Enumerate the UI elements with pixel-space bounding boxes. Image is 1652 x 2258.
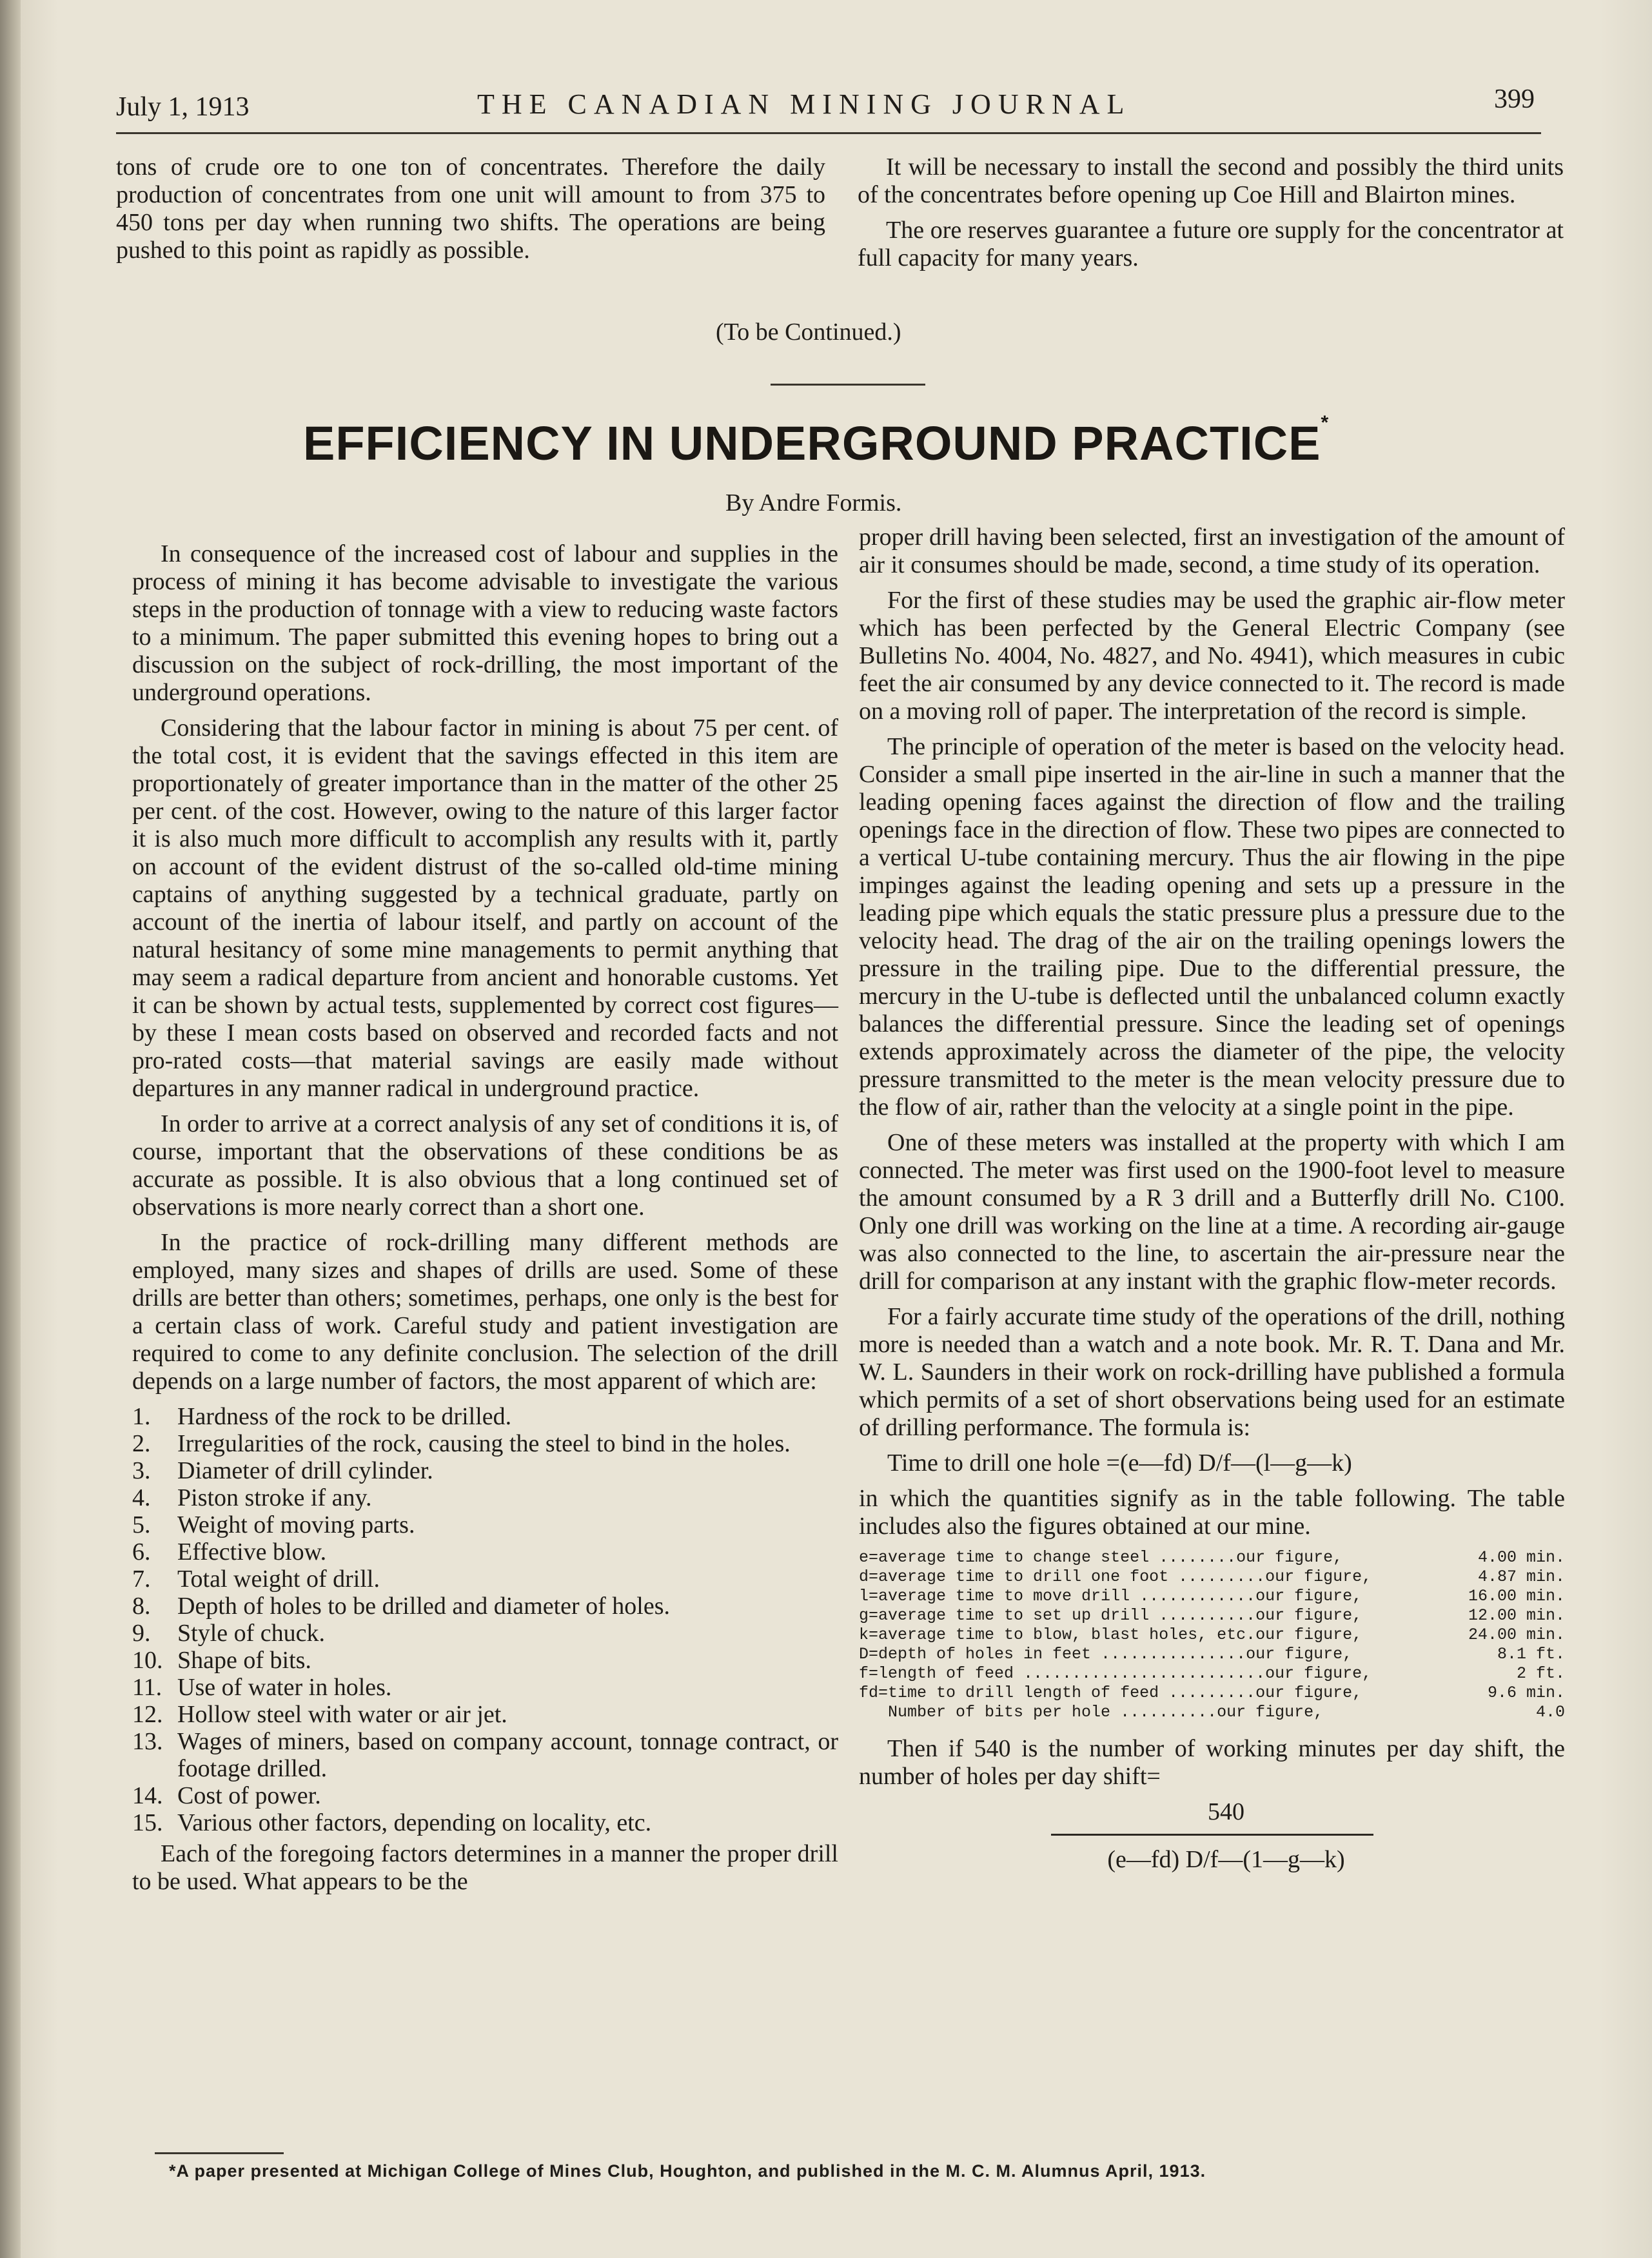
variable-description: f=length of feed .........................our figure, [859, 1664, 1372, 1683]
item-number: 14. [132, 1782, 163, 1809]
item-text: Hollow steel with water or air jet. [177, 1701, 507, 1728]
item-text: Style of chuck. [177, 1620, 326, 1647]
item-number: 9. [132, 1620, 151, 1647]
paragraph: Then if 540 is the number of working minutes per day shift, the number of holes per day shift= [859, 1735, 1565, 1790]
item-number: 6. [132, 1538, 151, 1566]
running-header [116, 84, 1535, 123]
article-title [303, 412, 1399, 471]
issue-date: July 1, 1913 [116, 92, 250, 122]
item-text: Effective blow. [177, 1538, 327, 1566]
list-item [132, 1538, 838, 1566]
item-text: Use of water in holes. [177, 1674, 392, 1701]
variable-figure: 9.6 min. [1487, 1684, 1565, 1702]
list-item [132, 1728, 838, 1782]
variable-description: e=average time to change steel ........our figure, [859, 1548, 1343, 1567]
list-item [132, 1430, 838, 1457]
paragraph: Each of the foregoing factors determines in a manner the proper drill to be used. What appears to be the [132, 1840, 838, 1895]
variable-description: d=average time to drill one foot .........our figure, [859, 1567, 1372, 1586]
variable-figure: 8.1 ft. [1497, 1645, 1565, 1664]
item-text: Hardness of the rock to be drilled. [177, 1403, 512, 1430]
table-row [859, 1606, 1565, 1625]
item-text: Weight of moving parts. [177, 1511, 415, 1538]
item-number: 12. [132, 1701, 163, 1728]
item-text: Diameter of drill cylinder. [177, 1457, 433, 1484]
variable-description: Number of bits per hole ..........our figure, [859, 1703, 1324, 1722]
table-row [859, 1587, 1565, 1606]
variable-description: l=average time to move drill ............our figure, [859, 1587, 1362, 1605]
header-rule [116, 132, 1541, 134]
article-title-text: EFFICIENCY IN UNDERGROUND PRACTICE [303, 417, 1321, 470]
paragraph: It will be necessary to install the second and possibly the third units of the concentrates before opening up Coe Hill and Blairton mines. [858, 153, 1564, 208]
item-text: Cost of power. [177, 1782, 321, 1809]
variable-figure: 4.0 [1535, 1703, 1565, 1722]
item-number: 2. [132, 1430, 151, 1457]
list-item [132, 1647, 838, 1674]
continued-article-right [858, 153, 1564, 280]
article-left-column [132, 540, 838, 1903]
list-item [132, 1701, 838, 1728]
paragraph: One of these meters was installed at the property with which I am connected. The meter was first used on the 1900-foot level to measure the amount consumed by a R 3 drill and a Butterfly drill No. C100. Only one drill was working on the line at a time. A recording air-gauge was also connected to the line, to ascertain the air-pressure near the drill for comparison at any instant with the graphic flow-meter records. [859, 1129, 1565, 1295]
variable-figure: 2 ft. [1516, 1664, 1565, 1683]
item-number: 7. [132, 1566, 151, 1593]
list-item [132, 1457, 838, 1484]
table-row [859, 1664, 1565, 1684]
variable-description: g=average time to set up drill ..........our figure, [859, 1606, 1362, 1625]
table-row [859, 1645, 1565, 1664]
list-item [132, 1620, 838, 1647]
item-number: 13. [132, 1728, 163, 1755]
variable-figure: 4.87 min. [1477, 1567, 1565, 1586]
paragraph: For a fairly accurate time study of the operations of the drill, nothing more is needed than a watch and a note book. Mr. R. T. Dana and Mr. W. L. Saunders in their work on rock-drilling have published a formula which permits of a set of short observations being used for an estimate of drilling performance. The formula is: [859, 1303, 1565, 1441]
item-number: 4. [132, 1484, 151, 1511]
variable-figure: 24.00 min. [1468, 1625, 1565, 1644]
list-item [132, 1593, 838, 1620]
journal-title: THE CANADIAN MINING JOURNAL [477, 88, 1132, 120]
variable-description: D=depth of holes in feet ...............our figure, [859, 1645, 1353, 1664]
fraction-denominator: (e—fd) D/f—(1—g—k) [1107, 1846, 1345, 1873]
variables-table [859, 1548, 1565, 1722]
variable-figure: 4.00 min. [1477, 1548, 1565, 1567]
list-item [132, 1566, 838, 1593]
list-item [132, 1674, 838, 1701]
table-row [859, 1684, 1565, 1703]
list-item [132, 1484, 838, 1511]
paragraph: Considering that the labour factor in mining is about 75 per cent. of the total cost, it is evident that the savings effected in this item are proportionately of greater importance than in the matter of the other 25 per cent. of the cost. However, owing to the nature of this larger factor it is also much more difficult to accomplish any results with it, partly on account of the evident distrust of the so-called old-time mining captains of anything suggested by a technical graduate, partly on account of the inertia of labour itself, and partly on account of the natural hesitancy of some mine managements to permit anything that may seem a radical departure from ancient and honorable customs. Yet it can be shown by actual tests, supplemented by correct cost figures—by these I mean costs based on observed and recorded facts and not pro-rated costs—that material savings are easily made without departures in any manner radical in underground practice. [132, 714, 838, 1102]
list-item [132, 1511, 838, 1538]
paragraph: in which the quantities signify as in the table following. The table includes also the figures obtained at our mine. [859, 1485, 1565, 1540]
paragraph: The principle of operation of the meter is based on the velocity head. Consider a small pipe inserted in the air-line in such a manner that the leading opening faces against the direction of flow and the trailing openings face in the direction of flow. These two pipes are connected to a vertical U-tube containing mercury. Thus the air flowing in the pipe impinges against the leading opening and sets up a pressure in the leading pipe which equals the static pressure plus a pressure due to the velocity head. The drag of the air on the trailing openings lowers the pressure in the trailing pipe. Due to the differential pressure, the mercury in the U-tube is deflected until the unbalanced column exactly balances the differential pressure. Since the leading set of openings extends approximately across the diameter of the pipe, the velocity pressure transmitted to the meter is the mean velocity pressure due to the flow of air, rather than the velocity at a single point in the pipe. [859, 733, 1565, 1121]
to-be-continued: (To be Continued.) [716, 319, 901, 346]
table-row [859, 1548, 1565, 1567]
item-number: 8. [132, 1593, 151, 1620]
item-text: Various other factors, depending on locality, etc. [177, 1809, 652, 1836]
table-row [859, 1703, 1565, 1722]
item-text: Irregularities of the rock, causing the steel to bind in the holes. [177, 1430, 791, 1457]
formula: Time to drill one hole =(e—fd) D/f—(l—g—k) [887, 1449, 1352, 1477]
item-text: Depth of holes to be drilled and diameter of holes. [177, 1593, 671, 1620]
page-number: 399 [1494, 84, 1535, 114]
variable-description: fd=time to drill length of feed .........our figure, [859, 1684, 1362, 1702]
footnote-rule [155, 2152, 284, 2154]
paragraph: For the first of these studies may be used the graphic air-flow meter which has been perfected by the General Electric Company (see Bulletins No. 4004, No. 4827, and No. 4941), which measures in cubic feet the air consumed by any device connected to it. The record is made on a moving roll of paper. The interpretation of the record is simple. [859, 587, 1565, 725]
item-number: 1. [132, 1403, 151, 1430]
item-number: 5. [132, 1511, 151, 1538]
footnote: *A paper presented at Michigan College of Mines Club, Houghton, and published in the M. C. M. Alumnus April, 1913. [169, 2161, 1206, 2181]
list-item [132, 1809, 838, 1836]
paragraph: proper drill having been selected, first an investigation of the amount of air it consumes should be made, second, a time study of its operation. [859, 524, 1565, 578]
item-number: 10. [132, 1647, 163, 1674]
fraction-bar [1051, 1834, 1373, 1836]
paragraph: The ore reserves guarantee a future ore supply for the concentrator at full capacity for many years. [858, 217, 1564, 271]
paragraph: In the practice of rock-drilling many different methods are employed, many sizes and shapes of drills are used. Some of these drills are better than others; sometimes, perhaps, one only is the best for a certain class of work. Careful study and patient investigation are required to come to any definite conclusion. The selection of the drill depends on a large number of factors, the most apparent of which are: [132, 1229, 838, 1395]
item-text: Piston stroke if any. [177, 1484, 372, 1511]
variable-figure: 12.00 min. [1468, 1606, 1565, 1625]
paragraph: tons of crude ore to one ton of concentrates. Therefore the daily production of concentrates from one unit will amount to from 375 to 450 tons per day when running two shifts. The operations are being pushed to this point as rapidly as possible. [116, 153, 825, 264]
variable-figure: 16.00 min. [1468, 1587, 1565, 1605]
byline: By Andre Formis. [725, 489, 902, 516]
section-divider [771, 384, 925, 386]
variable-description: k=average time to blow, blast holes, etc.our figure, [859, 1625, 1362, 1644]
list-item [132, 1782, 838, 1809]
factor-list [132, 1403, 838, 1836]
item-text: Wages of miners, based on company account, tonnage contract, or footage drilled. [177, 1728, 838, 1782]
table-row [859, 1567, 1565, 1587]
table-row [859, 1625, 1565, 1645]
list-item [132, 1403, 838, 1430]
footnote-mark: * [1321, 412, 1330, 433]
item-text: Shape of bits. [177, 1647, 311, 1674]
binding-shadow [0, 0, 21, 2258]
item-number: 11. [132, 1674, 162, 1701]
item-text: Total weight of drill. [177, 1566, 380, 1593]
article-right-column [859, 524, 1565, 1881]
continued-article-left [116, 153, 825, 272]
fraction-numerator: 540 [1208, 1798, 1244, 1825]
item-number: 3. [132, 1457, 151, 1484]
item-number: 15. [132, 1809, 163, 1836]
paragraph: In order to arrive at a correct analysis of any set of conditions it is, of course, important that the observations of these conditions be as accurate as possible. It is also obvious that a long continued set of observations is more nearly correct than a short one. [132, 1110, 838, 1221]
paragraph: In consequence of the increased cost of labour and supplies in the process of mining it has become advisable to investigate the various steps in the production of tonnage with a view to reducing waste factors to a minimum. The paper submitted this evening hopes to bring out a discussion on the subject of rock-drilling, the most important of the underground operations. [132, 540, 838, 706]
